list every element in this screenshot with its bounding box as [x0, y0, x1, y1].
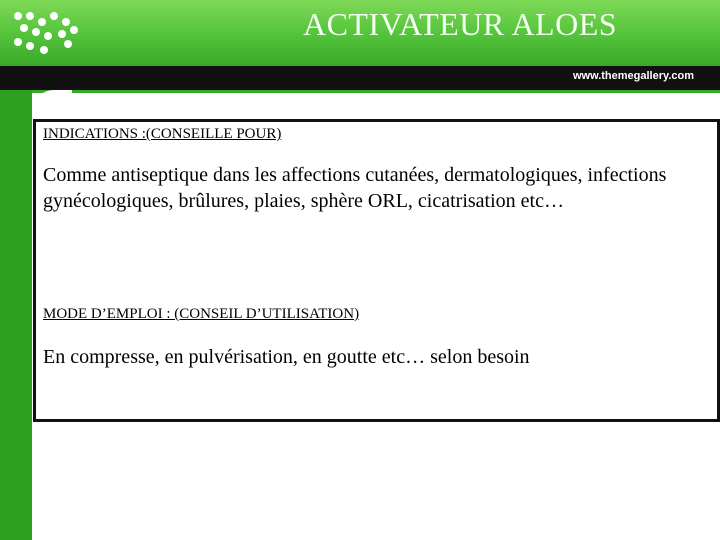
- slide-title: ACTIVATEUR ALOES: [302, 6, 618, 42]
- indications-heading: INDICATIONS :(CONSEILLE POUR): [43, 126, 282, 142]
- content-box: [33, 119, 720, 422]
- usage-heading: MODE D’EMPLOI : (CONSEIL D’UTILISATION): [43, 306, 360, 322]
- header-green-stripe: [0, 90, 720, 93]
- slide-header: [0, 0, 720, 66]
- usage-text: En compresse, en pulvérisation, en goutte etc… selon besoin: [43, 346, 530, 368]
- indications-text: Comme antiseptique dans les affections cutanées, dermatologiques, infections gynécologiques, brûlures, plaies, sphère ORL, cicatrisation etc…: [43, 164, 667, 212]
- left-sidebar-bar: [0, 90, 32, 540]
- left-sidebar-curve: [32, 90, 72, 112]
- website-label: www.themegallery.com: [572, 70, 694, 82]
- dot-pattern-logo-icon: [8, 8, 88, 58]
